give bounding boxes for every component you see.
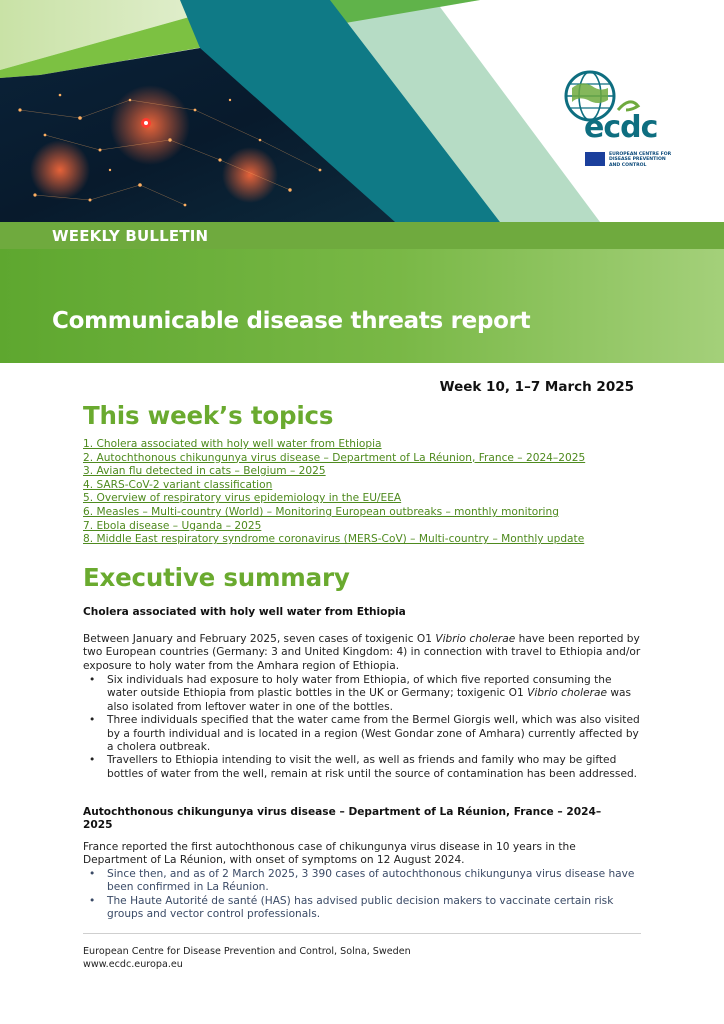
- cholera-intro: [83, 633, 643, 673]
- species-name: Vibrio cholerae: [527, 687, 607, 700]
- logo-subtitle-line: EUROPEAN CENTRE FOR: [609, 152, 672, 157]
- cholera-bullet-list: [83, 674, 643, 781]
- footer-organisation: European Centre for Disease Prevention and Control, Solna, Sweden: [83, 946, 411, 957]
- list-item: • Since then, and as of 2 March 2025, 3 390 cases of autochthonous chikungunya virus disease have been confirmed in La Réunion.: [83, 868, 643, 895]
- topic-link[interactable]: 6. Measles – Multi-country (World) – Monitoring European outbreaks – monthly monitoring: [83, 505, 559, 518]
- topic-item: [83, 492, 585, 506]
- logo-subtitle-line: AND CONTROL: [609, 162, 647, 168]
- report-title: Communicable disease threats report: [52, 308, 531, 334]
- title-banner: [0, 249, 724, 363]
- text-run: Between January and February 2025, seven cases of toxigenic O1: [83, 633, 436, 645]
- list-item: • Three individuals specified that the water came from the Bermel Giorgis well, which was also visited by a fourth individual and is located in a region (West Gondar zone of Amhara) currently affected by a cholera outbreak.: [83, 714, 643, 754]
- list-item: • Travellers to Ethiopia intending to visit the well, as well as friends and family who may be gifted bottles of water from the well, remain at risk until the source of contamination has been addressed.: [83, 754, 643, 781]
- topic-item: [83, 506, 585, 520]
- footer-divider: [83, 933, 641, 934]
- topic-item: [83, 533, 585, 547]
- topic-item: [83, 452, 585, 466]
- text-run: have been reported by two European countries (Germany: 3 and United Kingdom: 4) in connection with travel to Ethiopia and/or exposure to holy water from the Amhara region of Ethiopia.: [83, 633, 641, 672]
- topic-link[interactable]: 5. Overview of respiratory virus epidemiology in the EU/EEA: [83, 492, 402, 505]
- topic-item: [83, 520, 585, 534]
- cholera-heading: Cholera associated with holy well water from Ethiopia: [83, 606, 406, 618]
- list-item: • The Haute Autorité de santé (HAS) has advised public decision makers to vaccinate certain risk groups and vector control professionals.: [83, 895, 643, 922]
- logo-subtitle-line: DISEASE PREVENTION: [609, 157, 666, 163]
- chikungunya-heading: Autochthonous chikungunya virus disease – Department of La Réunion, France – 2024–2025: [83, 806, 602, 832]
- chikungunya-bullet-list: [83, 868, 643, 922]
- bulletin-label: WEEKLY BULLETIN: [52, 227, 209, 245]
- executive-summary-heading: Executive summary: [83, 563, 350, 592]
- topic-link[interactable]: 1. Cholera associated with holy well water from Ethiopia: [83, 438, 382, 450]
- ecdc-logo-subtitle: [609, 152, 689, 168]
- topic-item: [83, 479, 585, 493]
- chikungunya-intro: France reported the first autochthonous case of chikungunya virus disease in 10 years in the Department of La Réunion, with onset of symptoms on 12 August 2024.: [83, 841, 576, 867]
- topic-link[interactable]: 8. Middle East respiratory syndrome coronavirus (MERS-CoV) – Multi-country – Monthly update: [83, 533, 585, 546]
- text-run: Six individuals had exposure to holy water from Ethiopia, of which five reported consuming the water outside Ethiopia from plastic bottles in the UK or Germany; toxigenic O1: [107, 674, 612, 700]
- text-run: was also isolated from leftover water in one of the bottles.: [107, 687, 632, 713]
- eu-flag-icon: [585, 152, 605, 166]
- week-range: Week 10, 1–7 March 2025: [439, 379, 634, 395]
- topic-link[interactable]: 7. Ebola disease – Uganda – 2025: [83, 519, 262, 532]
- topic-list: [83, 438, 585, 547]
- list-item: [83, 674, 643, 714]
- species-name: Vibrio cholerae: [435, 633, 516, 645]
- footer-url[interactable]: www.ecdc.europa.eu: [83, 959, 183, 970]
- topics-heading: This week’s topics: [83, 401, 334, 430]
- topic-link[interactable]: 4. SARS-CoV-2 variant classification: [83, 478, 273, 491]
- topic-item: [83, 465, 585, 479]
- topic-link[interactable]: 2. Autochthonous chikungunya virus disease – Department of La Réunion, France – 2024–2025: [83, 451, 586, 464]
- topic-link[interactable]: 3. Avian flu detected in cats – Belgium – 2025: [83, 465, 326, 478]
- topic-item: [83, 438, 585, 452]
- ecdc-logo-text: ecdc: [584, 110, 658, 145]
